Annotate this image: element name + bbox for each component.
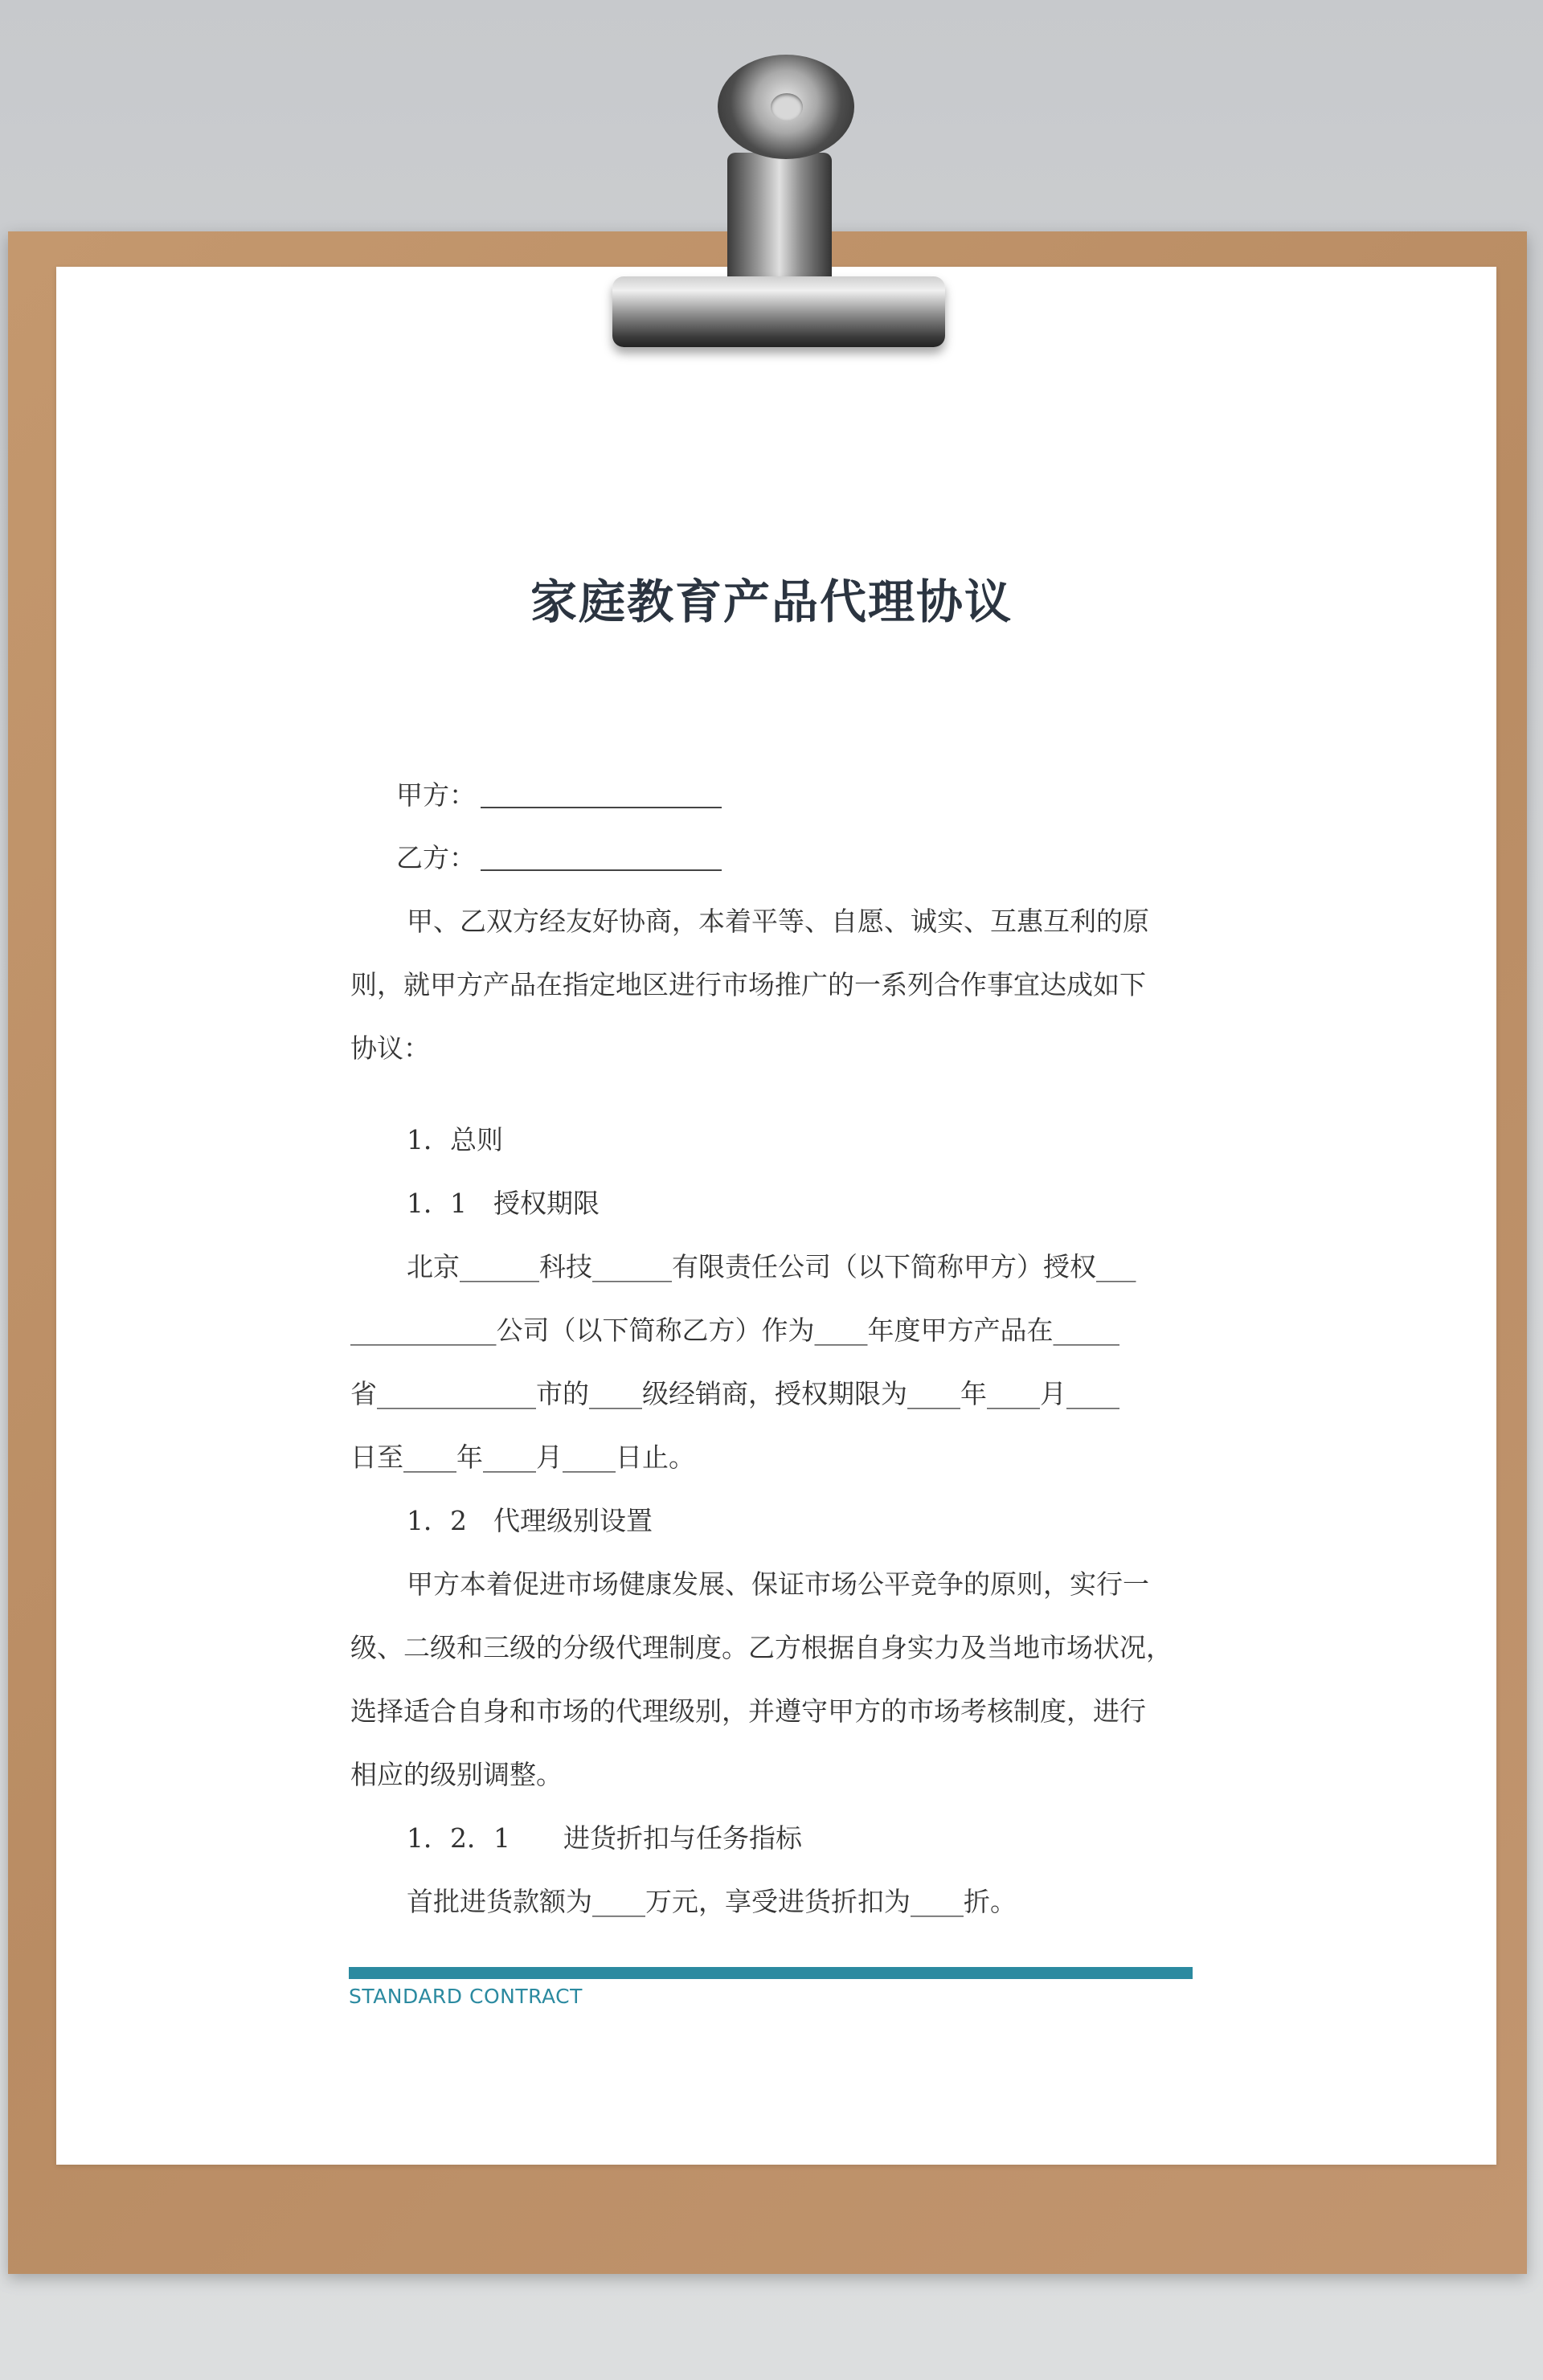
section-heading: 1．总则: [407, 1124, 503, 1155]
paragraph-line: ___________公司（以下简称乙方）作为____年度甲方产品在_____: [350, 1315, 1119, 1346]
paragraph-line: 相应的级别调整。: [350, 1759, 563, 1790]
document-title: 家庭教育产品代理协议: [530, 575, 1013, 629]
binder-clip-neck: [727, 153, 832, 289]
party-a-blank: [481, 783, 722, 808]
paragraph-line: 甲、乙双方经友好协商，本着平等、自愿、诚实、互惠互利的原: [407, 906, 1149, 937]
paragraph-line: 省____________市的____级经销商，授权期限为____年____月____: [350, 1378, 1119, 1409]
contract-page: [56, 267, 1496, 2165]
paragraph-line: 协议：: [350, 1033, 430, 1064]
paragraph-line: 北京______科技______有限责任公司（以下简称甲方）授权___: [407, 1251, 1136, 1282]
footer-divider: [349, 1967, 1193, 1979]
party-b-field: [379, 818, 722, 871]
section-heading: 1．1 授权期限: [407, 1188, 600, 1219]
paragraph-line: 日至____年____月____日止。: [350, 1441, 695, 1473]
paragraph-line: 级、二级和三级的分级代理制度。乙方根据自身实力及当地市场状况，: [350, 1632, 1173, 1663]
party-b-label: 乙方：: [395, 842, 476, 873]
party-a-label: 甲方：: [395, 779, 476, 811]
section-heading: 1．2 代理级别设置: [407, 1505, 653, 1536]
binder-clip-ring: [718, 55, 854, 159]
paragraph-line: 选择适合自身和市场的代理级别，并遵守甲方的市场考核制度，进行: [350, 1695, 1146, 1727]
footer-label: STANDARD CONTRACT: [349, 1985, 583, 2008]
party-a-field: [379, 755, 722, 811]
section-heading: 1．2．1 进货折扣与任务指标: [407, 1822, 802, 1854]
paragraph-line: 甲方本着促进市场健康发展、保证市场公平竞争的原则，实行一: [407, 1568, 1149, 1600]
party-b-blank: [481, 845, 722, 871]
paragraph-line: 则，就甲方产品在指定地区进行市场推广的一系列合作事宜达成如下: [350, 969, 1146, 1000]
binder-clip-jaw: [612, 276, 945, 347]
paragraph-line: 首批进货款额为____万元，享受进货折扣为____折。: [407, 1886, 1017, 1917]
